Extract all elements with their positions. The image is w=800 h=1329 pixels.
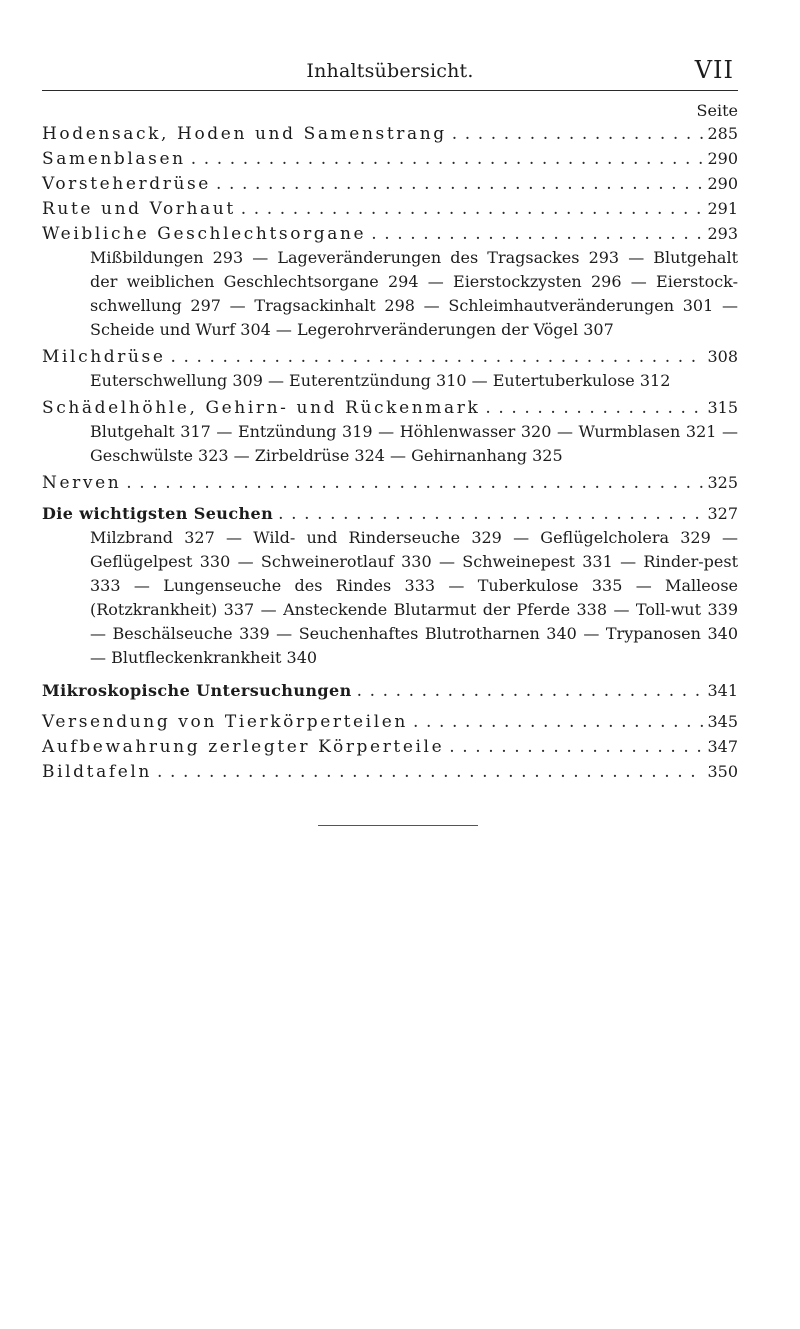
toc-entry-page: 293 — [707, 224, 738, 243]
toc-entry-page: 350 — [707, 762, 738, 781]
toc-entry-page: 290 — [707, 149, 738, 168]
toc-entry-page: 290 — [707, 174, 738, 193]
toc-entry-hodensack[interactable] — [42, 121, 738, 146]
toc-entry-title: Nerven — [42, 473, 122, 493]
toc-entry-title: Samenblasen — [42, 149, 186, 169]
toc-section-mikroskopische[interactable] — [42, 678, 738, 703]
toc-entry-detail: Euterschwellung 309 — Euterentzündung 310 — Eutertuberkulose 312 — [90, 371, 671, 390]
toc-entry-page: 285 — [707, 124, 738, 143]
toc-entry-title: Aufbewahrung zerlegter Körperteile — [42, 737, 445, 757]
toc-section-title: Mikroskopische Untersuchungen — [42, 681, 352, 700]
dot-leader — [236, 197, 704, 222]
toc-entry-page: 341 — [707, 681, 738, 700]
dot-leader — [444, 735, 703, 760]
page-column-label: Seite — [696, 101, 738, 120]
toc-entry-nerven[interactable] — [42, 470, 738, 495]
toc-entry-title: Weibliche Geschlechtsorgane — [42, 224, 367, 244]
toc-entry-title: Hodensack, Hoden und Samenstrang — [42, 124, 447, 144]
toc-entry-rute[interactable] — [42, 196, 738, 221]
running-title: Inhaltsübersicht. — [306, 60, 474, 82]
toc-entry-aufbewahrung[interactable] — [42, 734, 738, 759]
dot-leader — [480, 396, 703, 421]
toc-entry-versendung[interactable] — [42, 709, 738, 734]
toc-entry-detail: Blutgehalt 317 — Entzündung 319 — Höhlenwasser 320 — Wurmblasen 321 — Geschwülste 323 — Zirbeldrüse 324 — Gehirnanhang 325 — [90, 422, 738, 465]
dot-leader — [152, 760, 703, 785]
toc-entry-page: 291 — [707, 199, 738, 218]
dot-leader — [186, 147, 704, 172]
toc-entry-title: Versendung von Tierkörperteilen — [42, 712, 408, 732]
toc-entry-page: 315 — [707, 398, 738, 417]
toc-entry-milchdruese[interactable] — [42, 344, 738, 369]
running-head — [42, 52, 738, 91]
toc-entry-detail: Milzbrand 327 — Wild- und Rinderseuche 329 — Geflügelcholera 329 — Geflügelpest 330 — Schweinerotlauf 330 — Schweinepest 331 — Rinder-pest 333 — Lungenseuche des Rindes 333 — Tuberkulose 335 — Malleose (Rotzkrankheit) 337 — Ansteckende Blutarmut der Pferde 338 — Toll-wut 339 — Beschälseuche 339 — Seuchenhaftes Blutrotharnen 340 — Trypanosen 340 — Blutfleckenkrankheit 340 — [90, 528, 738, 667]
dot-leader — [352, 679, 704, 704]
toc-entry-page: 345 — [707, 712, 738, 731]
toc-entry-title: Vorsteherdrüse — [42, 174, 211, 194]
toc-entry-page: 308 — [707, 347, 738, 366]
dot-leader — [408, 710, 703, 735]
toc-entry-vorsteherdruese[interactable] — [42, 171, 738, 196]
toc-entry-title: Schädelhöhle, Gehirn- und Rückenmark — [42, 398, 481, 418]
dot-leader — [166, 345, 704, 370]
footer-rule — [318, 825, 478, 826]
toc-entry-page: 347 — [707, 737, 738, 756]
toc-entry-title: Rute und Vorhaut — [42, 199, 236, 219]
dot-leader — [121, 471, 703, 496]
toc-entry-page: 325 — [707, 473, 738, 492]
toc-entry-weibliche-geschlechtsorgane[interactable] — [42, 221, 738, 246]
toc-entry-title: Bildtafeln — [42, 762, 152, 782]
toc-page — [42, 52, 738, 784]
page-folio: VII — [694, 56, 734, 84]
toc-section-title: Die wichtigsten Seuchen — [42, 504, 274, 523]
toc-entry-schaedelhoehle[interactable] — [42, 395, 738, 420]
dot-leader — [273, 502, 703, 527]
toc-entry-detail: Mißbildungen 293 — Lageveränderungen des Tragsackes 293 — Blutgehalt der weiblichen Geschlechtsorgane 294 — Eierstockzysten 296 — Eierstock-schwellung 297 — Tragsackinhalt 298 — Schleimhautveränderungen 301 — Scheide und Wurf 304 — Legerohrveränderungen der Vögel 307 — [90, 248, 738, 339]
toc-entry-bildtafeln[interactable] — [42, 759, 738, 784]
dot-leader — [447, 122, 704, 147]
dot-leader — [211, 172, 703, 197]
dot-leader — [366, 222, 703, 247]
toc-entry-page: 327 — [707, 504, 738, 523]
toc-entry-title: Milchdrüse — [42, 347, 166, 367]
toc-entry-samenblasen[interactable] — [42, 146, 738, 171]
toc-section-seuchen[interactable] — [42, 501, 738, 526]
